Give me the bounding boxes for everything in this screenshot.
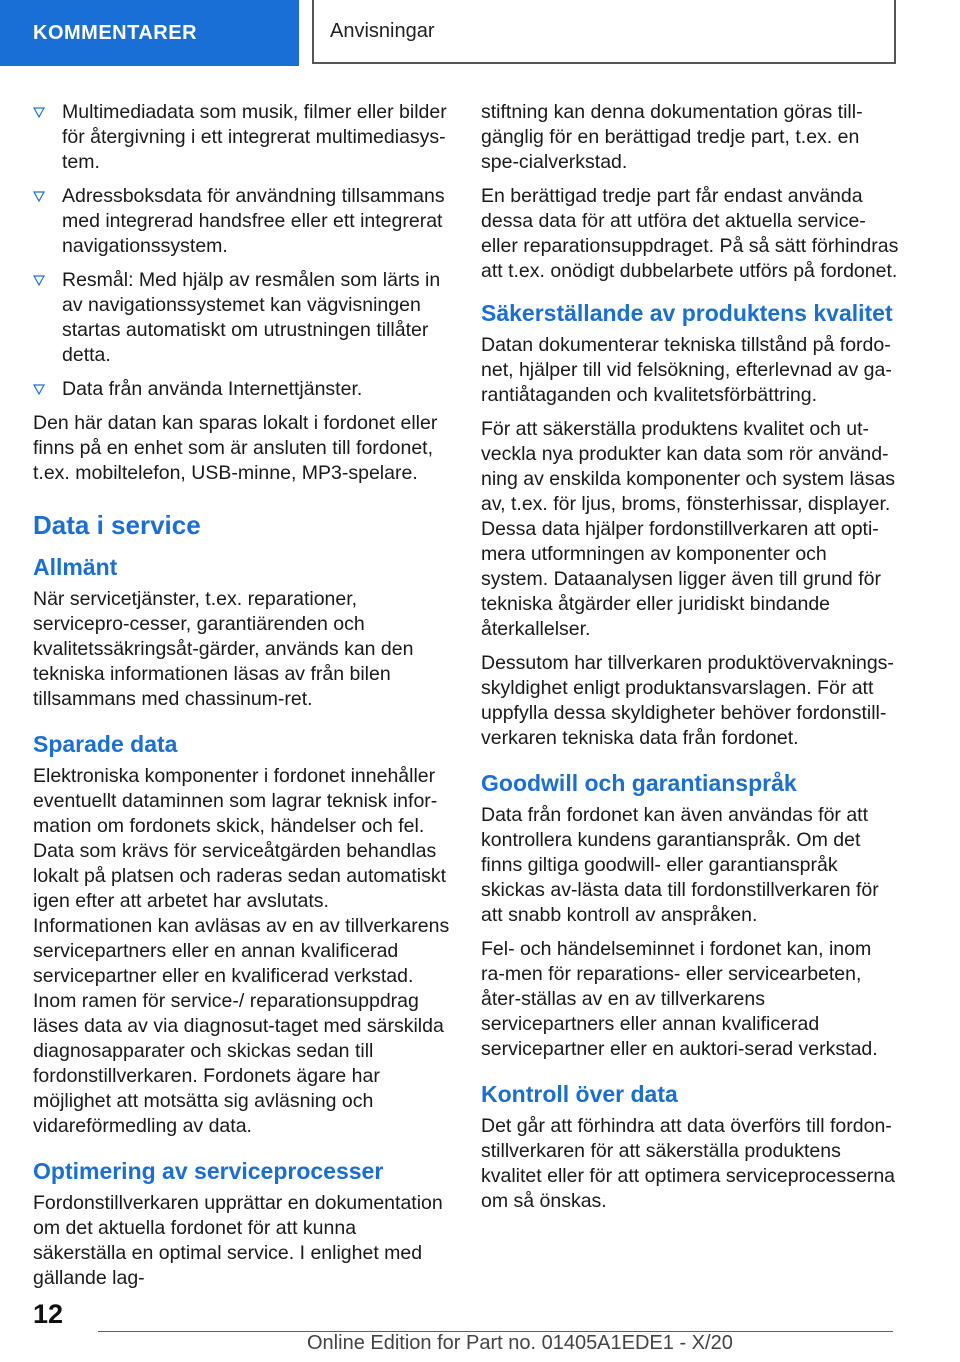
continued-paragraph: stiftning kan denna dokumentation göras till-gänglig för en berättigad tredje part, t.ex. en spe-cialverkstad. <box>481 101 863 173</box>
heading-sparade-data: Sparade data <box>33 731 178 757</box>
left-column <box>33 100 451 1300</box>
heading-kontroll: Kontroll över data <box>481 1081 678 1107</box>
triangle-bullet-icon <box>33 100 62 175</box>
kvalitet-paragraph-3: Dessutom har tillverkaren produktövervaknings-skyldighet enligt produktansvarslagen. För att uppfylla dessa skyldigheter behöver fordonstill-verkaren tekniska data från fordonet. <box>481 652 894 749</box>
kontroll-paragraph: Det går att förhindra att data överförs till fordon-stillverkaren för att säkerställa produktens kvalitet eller för att optimera serviceprocesserna om så önskas. <box>481 1115 896 1212</box>
right-column <box>481 100 899 1223</box>
list-item <box>33 184 451 259</box>
intro-paragraph: Den här datan kan sparas lokalt i fordonet eller finns på en enhet som är ansluten till fordonet, t.ex. mobiltelefon, USB-minne, MP3-spelare. <box>33 412 438 484</box>
list-item <box>33 377 451 402</box>
goodwill-paragraph-1: Data från fordonet kan även användas för att kontrollera kundens garantianspråk. Om det finns giltiga goodwill- eller garantianspråk skickas av-lästa data till fordonstillverkaren för att snabb kontroll av anspråken. <box>481 804 879 926</box>
sparade-paragraph: Elektroniska komponenter i fordonet innehåller eventuellt dataminnen som lagrar teknisk infor-mation om fordonets skick, händelser och fel. Data som krävs för serviceåtgärden behandlas lokalt på platsen och raderas sedan automatiskt igen efter att arbetet har avslutats. Informationen kan avläsas av en av tillverkarens servicepartners eller en annan kvalificerad servicepartner eller en kvalificerad verkstad. Inom ramen för service-/ reparationsuppdrag läses data av via diagnosut-taget med särskilda diagnosapparater och skickas sedan till fordonstillverkaren. Fordonets ägare har möjlighet att motsätta sig avläsning och vidareförmedling av data. <box>33 765 450 1137</box>
list-item-text: Data från använda Internettjänster. <box>62 378 363 400</box>
list-item <box>33 268 451 368</box>
page-header <box>0 0 960 66</box>
goodwill-paragraph-2: Fel- och händelseminnet i fordonet kan, inom ra-men för reparations- eller servicearbeten, åter-ställas av en av tillverkarens servicepartners eller annan kvalificerad servicepartner eller en auktori-serad verkstad. <box>481 938 878 1060</box>
list-item <box>33 100 451 175</box>
heading-data-i-service: Data i service <box>33 510 201 540</box>
triangle-bullet-icon <box>33 268 62 368</box>
allmant-paragraph: När servicetjänster, t.ex. reparationer, servicepro-cesser, garantiärenden och kvalitetssäkringsåt-gärder, används kan den tekniska informationen läsas av från bilen tillsammans med chassinum-ret. <box>33 588 414 710</box>
section-tab <box>312 0 896 64</box>
kvalitet-paragraph-1: Datan dokumenterar tekniska tillstånd på fordo-net, hjälper till vid felsökning, efterlevnad av ga-rantiåtaganden och kvalitetsförbättring. <box>481 334 892 406</box>
chapter-tab-label: KOMMENTARER <box>33 21 198 44</box>
triangle-bullet-icon <box>33 184 62 259</box>
heading-optimering: Optimering av serviceprocesser <box>33 1158 384 1184</box>
list-item-text: Multimediadata som musik, filmer eller bilder för återgivning i ett integrerat multimediasys-tem. <box>62 101 447 173</box>
list-item-text: Resmål: Med hjälp av resmålen som lärts in av navigationssystemet kan vägvisningen startas automatiskt om utrustningen tillåter detta. <box>62 269 441 366</box>
triangle-bullet-icon <box>33 377 62 402</box>
heading-allmant: Allmänt <box>33 554 118 580</box>
optimering-paragraph: Fordonstillverkaren upprättar en dokumentation om det aktuella fordonet för att kunna säkerställa en optimal service. I enlighet med gällande lag- <box>33 1192 443 1289</box>
page-number: 12 <box>33 1299 64 1329</box>
list-item-text: Adressboksdata för användning tillsammans med integrerad handsfree eller ett integrerat navigationssystem. <box>62 185 445 257</box>
heading-goodwill: Goodwill och garantianspråk <box>481 770 797 796</box>
edition-link[interactable]: Online Edition for Part no. 01405A1EDE1 - X/20 <box>307 1332 733 1354</box>
section-tab-label: Anvisningar <box>330 19 435 42</box>
chapter-tab[interactable] <box>0 0 299 66</box>
continued-paragraph-2: En berättigad tredje part får endast använda dessa data för att utföra det aktuella service- eller reparationsuppdraget. På så sätt förhindras att t.ex. onödigt dubbelarbete utförs på fordonet. <box>481 185 899 282</box>
kvalitet-paragraph-2: För att säkerställa produktens kvalitet och ut-veckla nya produkter kan data som rör använd-ning av enskilda komponenter och system läsas av, t.ex. för ljus, broms, fönsterhissar, displayer. Dessa data hjälper fordonstillverkaren att opti-mera utformningen av komponenter och system. Dataanalysen ligger även till grund för tekniska åtgärder eller juridiskt bindande återkallelser. <box>481 418 896 640</box>
heading-kvalitet: Säkerställande av produktens kvalitet <box>481 300 893 326</box>
